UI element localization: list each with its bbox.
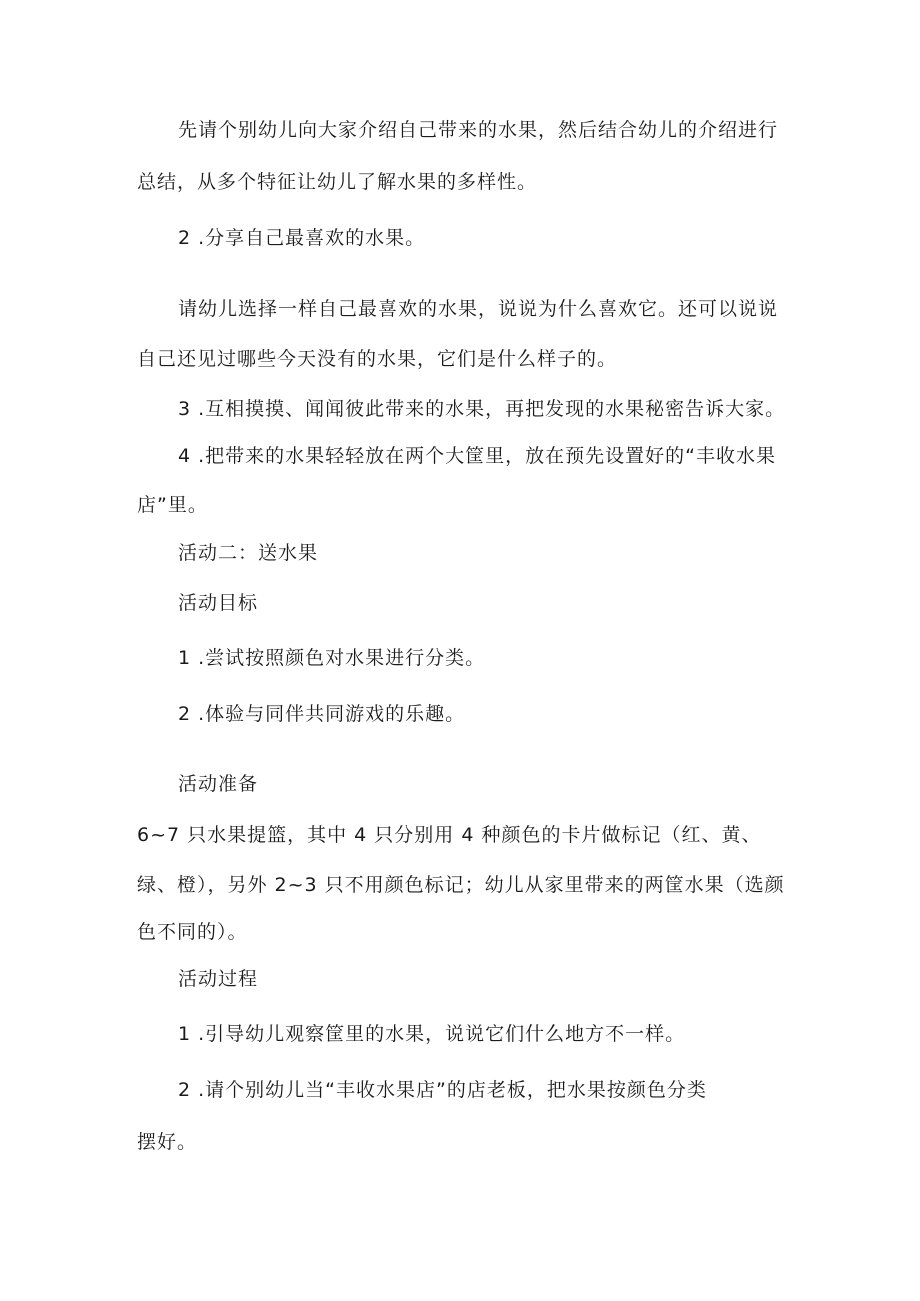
activity-process-heading: 活动过程 xyxy=(178,968,259,990)
process-step-1: 1 .引导幼儿观察筐里的水果，说说它们什么地方不一样。 xyxy=(178,1023,686,1045)
goal-2: 2 .体验与同伴共同游戏的乐趣。 xyxy=(178,703,466,725)
step-4-place-fruit-line-2: 店”里。 xyxy=(137,494,208,516)
goal-1: 1 .尝试按照颜色对水果进行分类。 xyxy=(178,647,486,669)
preparation-line-1: 6~7 只水果提篮，其中 4 只分别用 4 种颜色的卡片做标记（红、黄、 xyxy=(137,824,762,846)
process-step-2-line-2: 摆好。 xyxy=(137,1131,198,1153)
process-step-2-line-1: 2 .请个别幼儿当“丰收水果店”的店老板，把水果按颜色分类 xyxy=(178,1079,707,1101)
preparation-line-3: 色不同的）。 xyxy=(137,921,248,943)
paragraph-favorite-line-1: 请幼儿选择一样自己最喜欢的水果，说说为什么喜欢它。还可以说说 xyxy=(178,298,779,320)
preparation-line-2: 绿、橙），另外 2~3 只不用颜色标记；幼儿从家里带来的两筐水果（选颜 xyxy=(137,874,785,896)
activity-goals-heading: 活动目标 xyxy=(178,592,259,614)
step-2-share-favorite: 2 .分享自己最喜欢的水果。 xyxy=(178,227,426,249)
step-3-touch-smell: 3 .互相摸摸、闻闻彼此带来的水果，再把发现的水果秘密告诉大家。 xyxy=(178,398,786,420)
activity-preparation-heading: 活动准备 xyxy=(178,773,259,795)
paragraph-favorite-line-2: 自己还见过哪些今天没有的水果，它们是什么样子的。 xyxy=(137,348,618,370)
activity-two-heading: 活动二：送水果 xyxy=(178,542,319,564)
paragraph-intro-line-1: 先请个别幼儿向大家介绍自己带来的水果，然后结合幼儿的介绍进行 xyxy=(178,119,779,141)
paragraph-intro-line-2: 总结，从多个特征让幼儿了解水果的多样性。 xyxy=(137,171,538,193)
step-4-place-fruit-line-1: 4 .把带来的水果轻轻放在两个大筐里，放在预先设置好的“丰收水果 xyxy=(178,445,777,467)
